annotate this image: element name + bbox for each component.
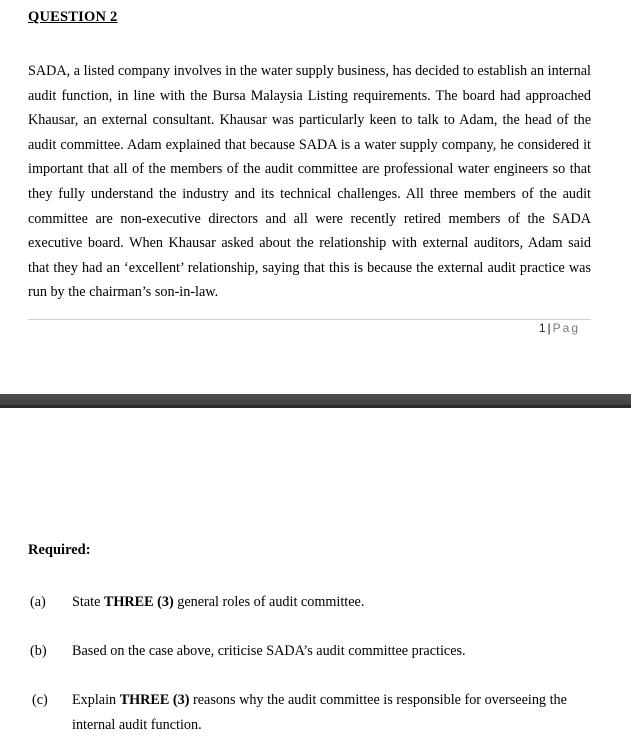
page-number <box>539 321 580 335</box>
required-heading: Required: <box>28 542 91 558</box>
item-text <box>72 590 592 615</box>
item-label: (c) <box>32 692 48 708</box>
item-text-pre: State <box>72 594 104 610</box>
item-label: (b) <box>30 643 47 659</box>
page-separator <box>0 394 631 408</box>
item-text-post: general roles of audit committee. <box>173 594 365 610</box>
page-number-value: 1 <box>538 321 546 335</box>
footer-rule <box>28 319 591 320</box>
item-text-post: reasons why the audit committee is responsible for overseeing the internal audit function. <box>72 692 567 733</box>
item-text-pre: Explain <box>72 692 120 708</box>
page-label: Pag <box>552 321 580 335</box>
document-page-2 <box>0 408 631 754</box>
item-text-bold: THREE (3) <box>119 692 190 708</box>
item-text <box>72 688 592 737</box>
case-paragraph: SADA, a listed company involves in the water supply business, has decided to establish an internal audit function, in line with the Bursa Malaysia Listing requirements. The board had approached Khausar, an external consultant. Khausar was particularly keen to talk to Adam, the head of the audit committee. Adam explained that because SADA is a water supply company, he considered it important that all of the members of the audit committee are professional water engineers so that they fully understand the industry and its technical challenges. All three members of the audit committee are non-executive directors and all were recently retired members of the SADA executive board. When Khausar asked about the relationship with external auditors, Adam said that they had an ‘excellent’ relationship, saying that this is because the external audit practice was run by the chairman’s son-in-law. <box>28 63 591 301</box>
item-label: (a) <box>30 594 46 610</box>
question-title: QUESTION 2 <box>28 9 118 25</box>
item-text: Based on the case above, criticise SADA’s audit committee practices. <box>72 643 466 659</box>
item-text-bold: THREE (3) <box>103 594 174 610</box>
page-number-separator: | <box>547 321 551 335</box>
